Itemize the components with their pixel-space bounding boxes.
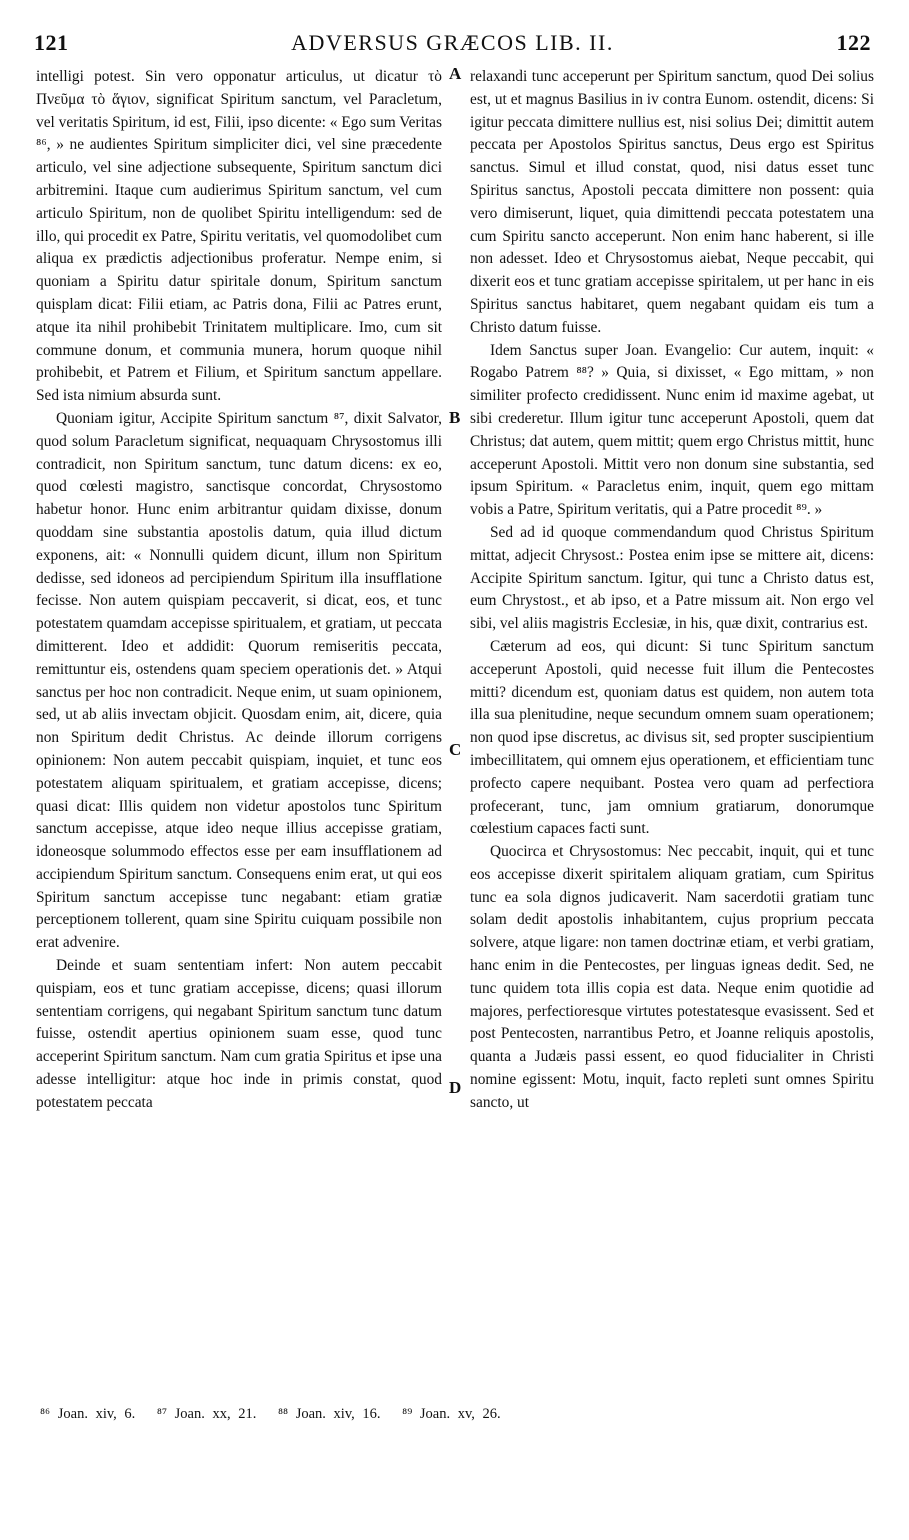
left-paragraph-1: intelligi potest. Sin vero opponatur articulus, ut dicatur τὸ Πνεῦμα τὸ ἅγιον, significat Spiritum sanctum, vel Paracletum, vel veritatis Spiritum, id est, Filii, ipso dicente: « Ego sum Veritas ⁸⁶, » ne audientes Spiritum simpliciter dici, vel sine præcedente articulo, vel sine adjectione subsequente, Spiritum sanctum dici arbitremini. Itaque cum audierimus Spiritum sanctum, vel cum articulo Spiritum, non de quolibet Spiritu intelligendum: sed de illo, qui procedit ex Patre, Spiritu veritatis, vel quomodolibet cum aliqua ex prædictis adjectionibus proferatur. Nempe enim, si quoniam a Spiritu datur spiritale donum, Spiritum sanctum quisplam dicat: Filii etiam, ac Patris dona, Filii ac Patres erunt, atque ita nihil prohibebit Trinitatem multiplicare. Imo, cum sit commune donum, et communia munera, horum quoque nihil prohibebit, et Patrem et Filium, et Spiritum sanctum appellare. Sed ista nimium absurda sunt. (36, 68, 442, 405)
running-header (34, 30, 871, 60)
running-title: ADVERSUS GRÆCOS LIB. II. (291, 30, 614, 55)
right-paragraph-1: relaxandi tunc acceperunt per Spiritum sanctum, quod Dei solius est, ut et magnus Basilius in iv contra Eunom. ostendit, dicens: Si igitur peccata dimittere nullius est, nisi solius Dei; dimittit autem peccata per Apostolos Spiritus sanctus, Deus ergo est Spiritus sanctus. Simul et illud constat, quod, nisi datus esset tunc Spiritus sanctus, Apostoli peccata dimittere non possent: quia vero dimiserunt, liquet, quia dimittendi peccata potestatem una cum Spiritu sancto acceperunt. Non enim hanc haberent, si ille non adesset. Ideo et Chrysostomus aiebat, Neque peccabit, qui dixerit eos et tunc gratiam accepisse spiritalem, ut per hanc in eis Spiritus sanctus habitaret, quem negabant quidam eis tum a Christo datum fuisse. (470, 68, 874, 336)
right-paragraph-3: Sed ad id quoque commendandum quod Christus Spiritum mittat, adjecit Chrysost.: Postea enim ipse se mittere ait, dicens: Accipite Spiritum sanctum. Igitur, qui tunc a Christo datus est, eum Chrystost., et ab ipso, et a Patre missum ait. Non ergo vel sibi, vel aliis magistris Ecclesiæ, in his, quæ dixit, contrarius est. (470, 523, 874, 633)
right-paragraph-4: Cæterum ad eos, qui dicunt: Si tunc Spiritum sanctum acceperunt Apostoli, quid necesse fuit illum die Pentecostes mitti? dicendum est, quoniam datus est quidem, non autem tota illa sua plenitudine, neque secundum omnem suam operationem; non quod ipse discretus, ac divisus sit, sed propter suscipientium imbecillitatem, qui omnem ejus operationem, et efficientiam tunc profecto capere nequibant. Postea vero quam ad perfectiora profecerant, tunc, jam omnium gratiarum, donorumque cœlestium capaces facti sunt. (470, 637, 874, 838)
margin-marker-b: B (449, 408, 461, 427)
footnote: ⁸⁶ Joan. xiv, 6. (40, 1406, 136, 1422)
right-column (470, 66, 874, 1115)
footnote: ⁸⁹ Joan. xv, 26. (402, 1406, 501, 1422)
right-paragraph-2: Idem Sanctus super Joan. Evangelio: Cur autem, inquit: « Rogabo Patrem ⁸⁸? » Quia, si dixisset, « Ego mittam, » non similiter profecto credidissent. Nunc enim id maxime agebat, ut sibi crederetur. Illum igitur tunc acceperunt Apostoli, quem dat Christus; dat autem, quem mittit; quem ergo Christus mittit, hunc acceperunt Apostoli. Mittit vero non donum sine substantia, sed ipsum Spiritum. « Paracletus enim, inquit, quem ego mittam vobis a Patre, Spiritum veritatis, qui a Patre procedit ⁸⁹. » (470, 341, 874, 519)
footnote: ⁸⁸ Joan. xiv, 16. (277, 1406, 381, 1422)
page-number-right: 122 (836, 30, 871, 55)
page-number-left: 121 (34, 30, 69, 55)
margin-marker-d: D (449, 1078, 462, 1097)
right-paragraph-5: Quocirca et Chrysostomus: Nec peccabit, inquit, qui et tunc eos accepisse dixerit spiritalem aliquam gratiam, cum Spiritus tunc ea sola dignos judicaverit. Nam sacerdotii gratiam tunc solam dedit apostolis inhabitantem, cujus proprium peccata solvere, atque ligare: non tamen doctrinæ etiam, et verbi gratiam, hanc enim in die Pentecostes, per linguas igneas dedit. Sed, ne tunc quidem tota illis copia est data. Neque enim quotidie ad majores, perfectioresque virtutes potestatesque evasissent. Sed et post Pentecosten, narrantibus Petro, et Joanne reliquis apostolis, quanta a Judæis passi essent, eo quod fiducialiter in Christi nomine egissent: Motu, inquit, facto repleti sunt omnes Spiritu sancto, ut (470, 843, 874, 1111)
left-paragraph-2: Quoniam igitur, Accipite Spiritum sanctum ⁸⁷, dixit Salvator, quod solum Paracletum significat, nequaquam Chrysostomus illi contradicit, non Spiritum sanctum, tunc datum dicens: ex eo, quod cœlesti magistro, sanctisque concordat, Chrysostomo habetur honor. Hunc enim arbitrantur quidam dixisse, donum quoddam sine substantia apostolis datum, quia illud dictum exponens, ait: « Nonnulli quidem dicunt, illum non Spiritum dedisse, sed idoneos ad percipiendum Spiritum illa insufflatione fecisse. Non autem quispiam peccaverit, si dicat, eos, et tunc potestatem quamdam accepisse spiritualem, et gratiam, ut peccata dimitterent. Ideo et addidit: Quorum remiseritis peccata, remittuntur eis, ostendens quam speciem operationis det. » Atqui sanctus per hoc non contradicit. Neque enim, ut suam opinionem, sed, ut ab aliis invectam objicit. Quosdam enim, ait, dicere, quia non Spiritum dedit Christus. Ac deinde illorum corrigens opinionem: Non autem peccabit quispiam, inquiet, et tunc eos potestatem aliquam spiritualem, et gratiam accepisse, dicens; quasi dicat: Illis quidem non videtur apostolos tunc Spiritum sanctum accepisse, atque ideo neque illius accepisse gratiam, idoneosque solummodo effectos esse per eam insufflationem ad accipiendum Spiritum sanctum. Consequens enim erat, ut qui eos Spiritum sanctum accepisse tunc negabant: etiam gratiæ perceptionem tollerent, quam sine Spiritu cuiquam possibile non erat advenire. (36, 409, 442, 952)
footnote: ⁸⁷ Joan. xx, 21. (156, 1406, 257, 1422)
left-paragraph-3: Deinde et suam sententiam infert: Non autem peccabit quispiam, eos et tunc gratiam accepisse, dicens; quasi illorum sententiam corrigens, qui negabant Spiritum sanctum tunc datum fuisse, ostendit apertius opinionem suam esse, quod tunc acceperint Spiritum sanctum. Nam cum gratia Spiritus et ipse una adesse intelligitur: atque hoc inde in primis constat, quod potestatem peccata (36, 957, 442, 1111)
footnotes (40, 1406, 869, 1423)
margin-marker-c: C (449, 740, 462, 759)
margin-marker-a: A (449, 64, 462, 83)
left-column (36, 66, 442, 1115)
